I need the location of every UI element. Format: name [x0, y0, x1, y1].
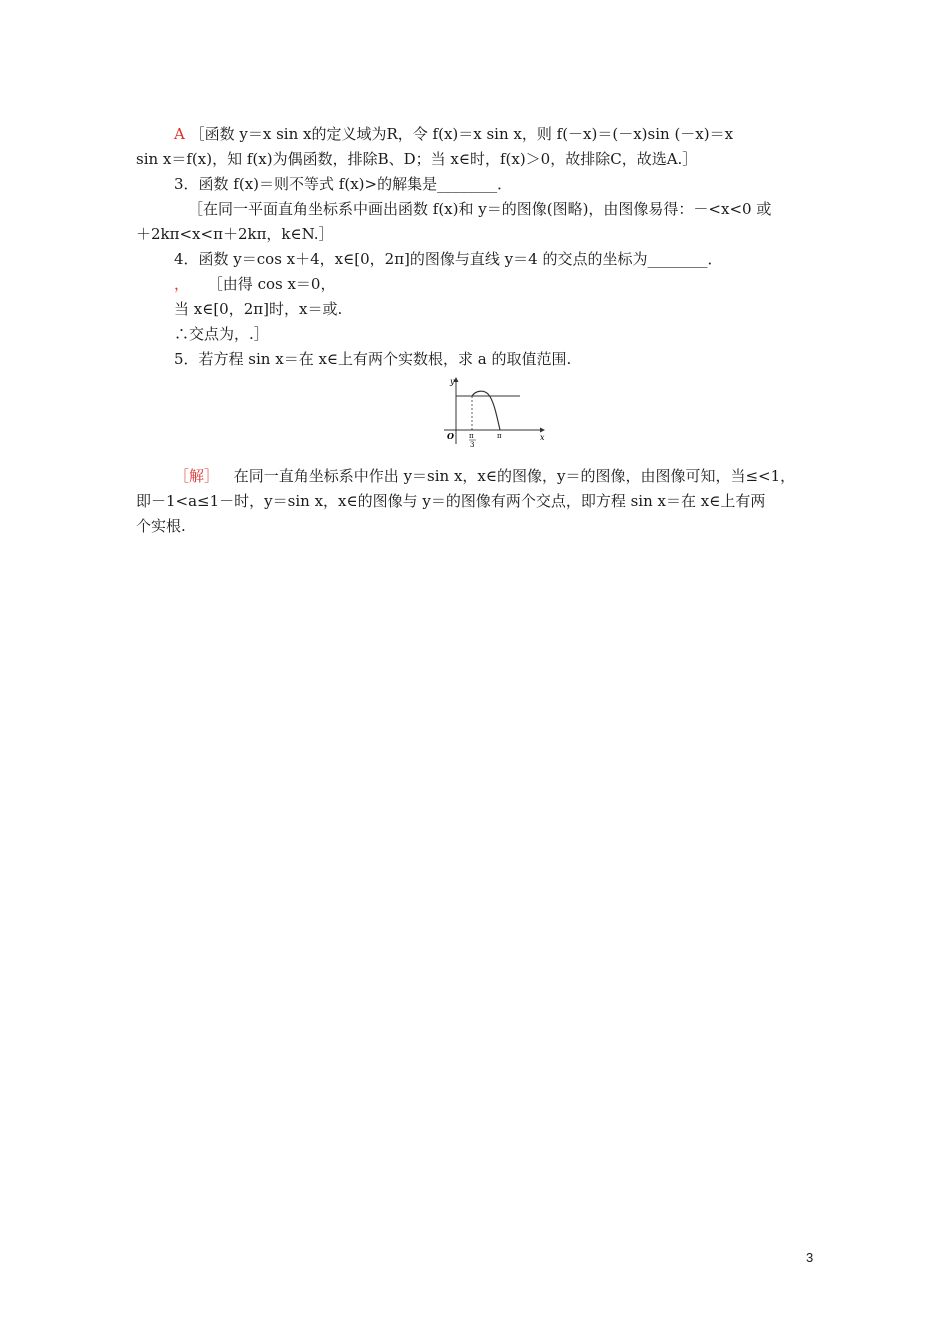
y-label: y — [450, 377, 455, 386]
answer-4-line-2: 当 x∈[0，2π]时，x＝或. — [174, 300, 343, 318]
page-number: 3 — [806, 1250, 814, 1265]
x-label: x — [540, 433, 545, 442]
origin-label: O — [447, 431, 454, 441]
answer-4-line-3: ∴交点为，.］ — [174, 325, 269, 343]
solution-line-1 — [174, 466, 795, 486]
answer-3-line-1: ［在同一平面直角坐标系中画出函数 f(x)和 y＝的图像(图略)，由图像易得：－<x<0 或 — [188, 200, 772, 218]
tick-pi: π — [497, 432, 502, 440]
question-5: 5．若方程 sin x＝在 x∈上有两个实数根，求 a 的取值范围. — [174, 350, 572, 368]
question-4: 4．函数 y＝cos x＋4，x∈[0，2π]的图像与直线 y＝4 的交点的坐标为________． — [174, 250, 723, 268]
tick-pi-over-3-den: 3 — [470, 441, 475, 449]
sine-curve — [472, 391, 500, 430]
line-1-text: ［函数 y＝x sin x的定义域为R，令 f(x)＝x sin x，则 f(－x)＝(－x)sin (－x)＝x — [189, 125, 734, 143]
solution-line-3: 个实根. — [136, 517, 186, 535]
solution-tag: ［解］ — [174, 467, 220, 485]
answer-3-line-2: ＋2kπ<x<π＋2kπ，k∈N.］ — [136, 225, 334, 243]
solution-line-1-text: 在同一直角坐标系中作出 y＝sin x，x∈的图像，y＝的图像，由图像可知，当≤<1， — [233, 467, 796, 485]
line-1 — [174, 124, 733, 144]
x-axis-arrow — [540, 428, 545, 433]
line-2: sin x＝f(x)，知 f(x)为偶函数，排除B、D；当 x∈时，f(x)＞0，故排除C，故选A.］ — [136, 150, 698, 168]
sine-graph — [440, 374, 550, 452]
answer-tag: A — [174, 125, 185, 143]
answer-4-line-1 — [174, 274, 335, 294]
question-3: 3．函数 f(x)＝则不等式 f(x)>的解集是________． — [174, 175, 513, 193]
answer-4-text: ［由得 cos x＝0， — [207, 275, 336, 293]
answer-4-tag: ， — [174, 275, 190, 293]
solution-line-2: 即－1<a≤1－时，y＝sin x，x∈的图像与 y＝的图像有两个交点，即方程 sin x＝在 x∈上有两 — [136, 492, 766, 510]
tick-pi-over-3-num: π — [469, 432, 474, 440]
